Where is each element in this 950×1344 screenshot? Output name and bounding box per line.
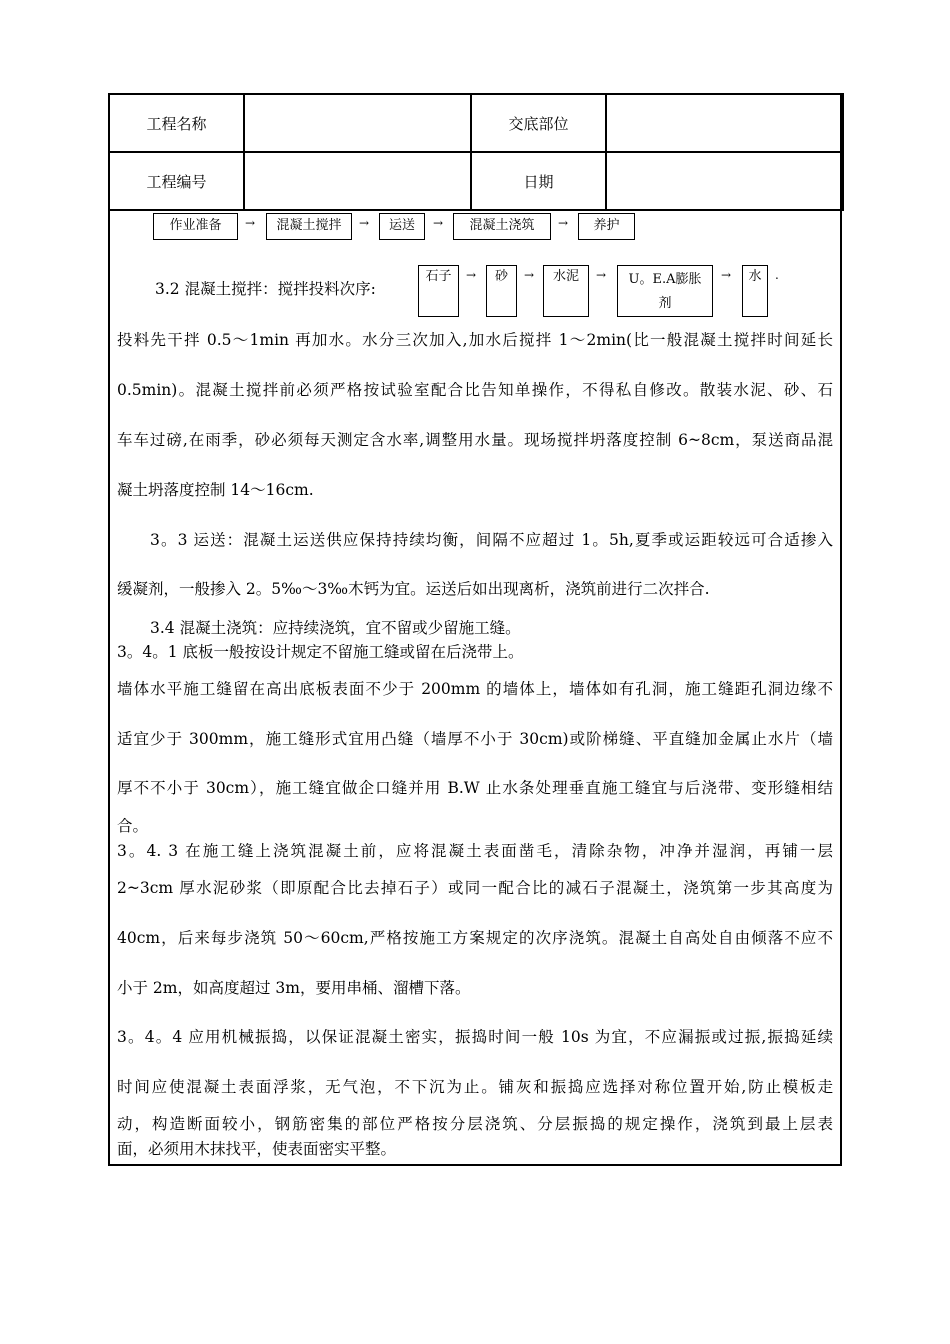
text-line: 3。3 运送：混凝土运送供应保持持续均衡，间隔不应超过 1。5h,夏季或运距较远可合适掺入 [150,531,833,549]
project-name-label: 工程名称 [109,94,244,152]
text-line: 2~3cm 厚水泥砂浆（即原配合比去掉石子）或同一配合比的减石子混凝土，浇筑第一步其高度为 [117,879,833,897]
flow1-step-cure: 养护 [578,213,635,240]
text-line: 小于 2m，如高度超过 3m，要用串桶、溜槽下落。 [117,979,471,997]
text-line: 车车过磅,在雨季，砂必须每天测定含水率,调整用水量。现场搅拌坍落度控制 6~8cm，泵送商品混 [117,431,833,449]
header-row-1 [109,94,843,152]
flow2-arrow-3: → [596,268,607,282]
flow1-arrow-4: → [558,216,569,230]
text-line: 时间应使混凝土表面浮浆，无气泡，不下沉为止。铺灰和振捣应选择对称位置开始,防止模板走 [117,1078,833,1096]
date-value [606,152,843,210]
flow1-arrow-1: → [245,216,256,230]
flow2-end-period: . [775,268,779,282]
text-line: 动，构造断面较小，钢筋密集的部位严格按分层浇筑、分层振捣的规定操作，浇筑到最上层表 [117,1115,833,1133]
flow1-step-mix: 混凝土搅拌 [266,213,352,240]
header-row-2 [109,152,843,210]
flow2-step-admixture: U。E.A膨胀剂 [617,265,713,317]
section-3-2-intro: 3.2 混凝土搅拌：搅拌投料次序: [155,280,376,298]
text-line: 墙体水平施工缝留在高出底板表面不少于 200mm 的墙体上，墙体如有孔洞，施工缝距孔洞边缘不 [117,680,833,698]
text-line: 投料先干拌 0.5～1min 再加水。水分三次加入,加水后搅拌 1～2min(比一般混凝土搅拌时间延长 [117,331,833,349]
text-line: 凝土坍落度控制 14～16cm. [117,481,314,499]
flow1-step-transport: 运送 [379,213,425,240]
flow1-step-pour: 混凝土浇筑 [453,213,551,240]
flow2-arrow-1: → [466,268,477,282]
flow2-step-sand: 砂 [486,265,517,317]
flow2-arrow-4: → [721,268,732,282]
text-line: 3。4。4 应用机械振捣，以保证混凝土密实，振捣时间一般 10s 为宜，不应漏振或过振,振捣延续 [117,1028,833,1046]
flow2-step-stone: 石子 [418,265,459,317]
flow1-arrow-3: → [433,216,444,230]
text-line: 3.4 混凝土浇筑：应持续浇筑，宜不留或少留施工缝。 [150,619,521,637]
text-line: 面，必须用木抹找平，使表面密实平整。 [117,1140,397,1158]
text-line: 合。 [117,817,149,835]
project-no-label: 工程编号 [109,152,244,210]
text-line: 3。4。1 底板一般按设计规定不留施工缝或留在后浇带上。 [117,643,524,661]
text-line: 适宜少于 300mm，施工缝形式宜用凸缝（墙厚不小于 30cm)或阶梯缝、平直缝加金属止水片（墙 [117,730,833,748]
flow2-step-cement: 水泥 [543,265,589,317]
date-label: 日期 [471,152,606,210]
text-line: 缓凝剂，一般掺入 2。5‰～3‰木钙为宜。运送后如出现离析，浇筑前进行二次拌合. [117,580,710,598]
flow2-step-water: 水 [742,265,768,317]
text-line: 厚不不小于 30cm），施工缝宜做企口缝并用 B.W 止水条处理垂直施工缝宜与后浇带、变形缝相结 [117,779,833,797]
flow2-arrow-2: → [524,268,535,282]
location-label: 交底部位 [471,94,606,152]
location-value [606,94,843,152]
text-line: 3。4. 3 在施工缝上浇筑混凝土前，应将混凝土表面凿毛，清除杂物，冲净并湿润，再铺一层 [117,842,833,860]
text-line: 0.5min)。混凝土搅拌前必须严格按试验室配合比告知单操作，不得私自修改。散装水泥、砂、石 [117,381,833,399]
project-name-value [244,94,471,152]
flow1-step-prep: 作业准备 [153,213,238,240]
header-table [108,93,844,211]
flow1-arrow-2: → [359,216,370,230]
project-no-value [244,152,471,210]
text-line: 40cm，后来每步浇筑 50～60cm,严格按施工方案规定的次序浇筑。混凝土自高处自由倾落不应不 [117,929,833,947]
